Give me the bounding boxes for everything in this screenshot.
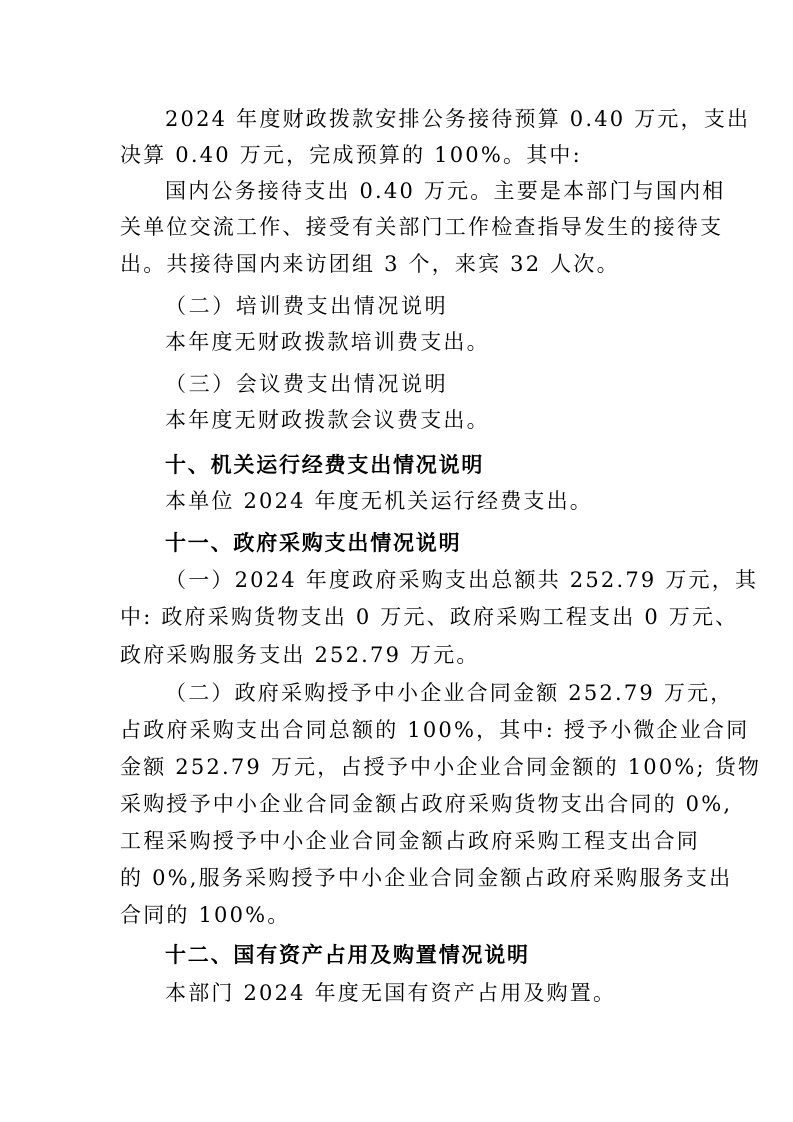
paragraph-line: 金额 252.79 万元，占授予中小企业合同金额的 100%; 货物 [120,755,762,779]
paragraph-line: 决算 0.40 万元，完成预算的 100%。其中: [120,143,582,167]
paragraph-line: 合同的 100%。 [120,903,291,927]
section-heading: 十一、政府采购支出情况说明 [165,531,462,555]
paragraph-line: 采购授予中小企业合同金额占政府采购货物支出合同的 0%, [120,792,733,816]
paragraph-line: （二）政府采购授予中小企业合同金额 252.79 万元， [165,681,734,705]
paragraph-line: 本年度无财政拨款会议费支出。 [165,408,490,432]
section-subtitle: （三）会议费支出情况说明 [165,372,449,396]
paragraph-line: 占政府采购支出合同总额的 100%，其中: 授予小微企业合同 [120,718,750,742]
paragraph-line: 工程采购授予中小企业合同金额占政府采购工程支出合同 [120,829,700,853]
paragraph-line: （一）2024 年度政府采购支出总额共 252.79 万元，其 [165,568,759,592]
section-heading: 十、机关运行经费支出情况说明 [165,453,485,477]
paragraph-line: 出。共接待国内来访团组 3 个，来宾 32 人次。 [120,252,620,276]
section-heading: 十二、国有资产占用及购置情况说明 [165,943,530,967]
paragraph-line: 政府采购服务支出 252.79 万元。 [120,643,480,667]
paragraph-line: 本部门 2024 年度无国有资产占用及购置。 [165,981,617,1005]
section-subtitle: （二）培训费支出情况说明 [165,294,449,318]
paragraph-line: 的 0%,服务采购授予中小企业合同金额占政府采购服务支出 [120,866,733,890]
paragraph-line: 关单位交流工作、接受有关部门工作检查指导发生的接待支 [120,215,724,239]
paragraph-line: 本单位 2024 年度无机关运行经费支出。 [165,489,593,513]
paragraph-line: 国内公务接待支出 0.40 万元。主要是本部门与国内相 [165,179,726,203]
paragraph-line: 中: 政府采购货物支出 0 万元、政府采购工程支出 0 万元、 [120,605,739,629]
paragraph-line: 2024 年度财政拨款安排公务接待预算 0.40 万元，支出 [165,107,751,131]
paragraph-line: 本年度无财政拨款培训费支出。 [165,330,490,354]
